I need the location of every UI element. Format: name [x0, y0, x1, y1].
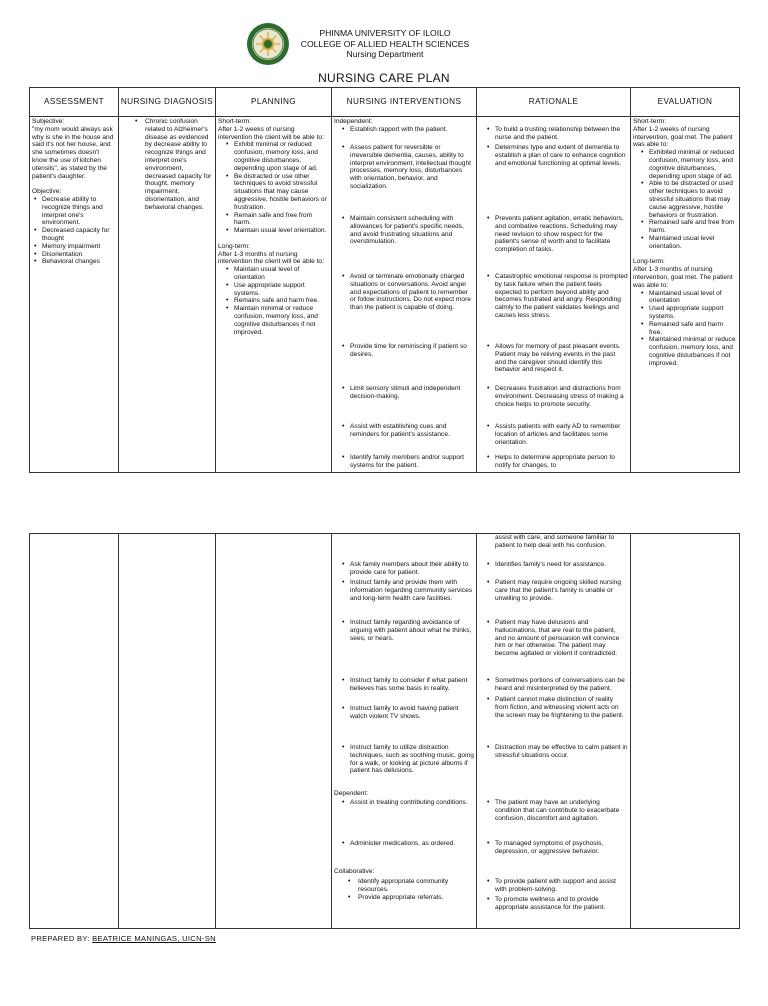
list-item: • Sometimes portions of conversations can be heard and misinterpreted by the patient. [479, 677, 628, 693]
list-item: • Limit sensory stimuli and independent decision-making. [334, 385, 474, 401]
department-name: Nursing Department [346, 49, 424, 59]
eval-short-term-list [633, 149, 737, 250]
list-item: • Administer medications, as ordered. [334, 840, 474, 848]
list-item: • Assists patients with early AD to remember location of articles and facilitates some orientation. [479, 423, 628, 446]
care-plan-table-page1 [29, 87, 740, 473]
prepared-by-name: BEATRICE MANINGAS, UICN-SN [92, 934, 216, 943]
list-item: • Instruct family regarding avoidance of arguing with patient about what he thinks, sees, or hears. [334, 619, 474, 642]
institution-block [270, 28, 500, 60]
long-term-intro: After 1-3 months of nursing intervention the client will be able to: [218, 250, 324, 266]
list-item: • To build a trusting relationship between the nurse and the patient. [479, 126, 628, 142]
col-header-assessment: ASSESSMENT [30, 88, 119, 117]
rationale-item-2 [479, 144, 628, 167]
list-item: • Maintain usual level orientation. [218, 227, 329, 235]
list-item: • Maintained usual level of orientation [633, 290, 737, 306]
list-item: • Used appropriate support systems. [633, 305, 737, 321]
short-term-label: Short-term: [218, 118, 251, 125]
subjective-label: Subjective: [32, 118, 65, 125]
intervention-item-7 [334, 423, 474, 439]
list-item: • Remained safe and free from harm. [633, 219, 737, 235]
evaluation-cell-cont [631, 534, 740, 929]
list-item: • Exhibit minimal or reduced confusion, memory loss, and cognitive disturbances, depending upon stage of ad. [218, 141, 329, 172]
list-item: • Use appropriate support systems. [218, 282, 329, 298]
rationale-continued-text: assist with care, and someone familiar to patient to help deal with his confusion. [495, 534, 615, 549]
list-item: • Behavioral changes [32, 258, 116, 266]
list-item: • Be distracted or use other techniques to avoid stressful situations that may cause aggressive, hostile behaviors or frustration. [218, 173, 329, 212]
intervention-item-4 [334, 273, 474, 312]
independent-label: Independent: [334, 118, 373, 125]
interventions-cell [332, 117, 477, 473]
dependent-item-1 [334, 799, 474, 807]
list-item: • Decrease ability to recognize things and interpret one's environment. [32, 196, 116, 227]
list-item: • Provide appropriate referrals. [334, 894, 474, 902]
assessment-cell [30, 117, 119, 473]
rationale-item-8 [479, 454, 628, 470]
eval-long-term-intro: After 1-3 months of nursing intervention, goal met. The patient was able to: [633, 266, 733, 289]
collaborative-list [334, 878, 474, 901]
rationale-item-5 [479, 343, 628, 374]
rationale-cell [477, 117, 631, 473]
col-header-evaluation: EVALUATION [631, 88, 740, 117]
rationale-item-11 [479, 619, 628, 658]
intervention-item-5 [334, 343, 474, 359]
college-name: COLLEGE OF ALLIED HEALTH SCIENCES [300, 38, 470, 49]
intervention-item-14 [334, 744, 474, 775]
list-item: • Distraction may be effective to calm patient in stressful situations occur. [479, 744, 628, 760]
evaluation-cell [631, 117, 740, 473]
list-item: • Remain safe and free from harm. [218, 212, 329, 228]
long-term-goals [218, 266, 329, 336]
planning-cell [216, 117, 332, 473]
list-item: • Maintain minimal or reduce confusion, memory loss, and cognitive disturbances if not improved. [218, 305, 329, 336]
diagnosis-cell [119, 117, 216, 473]
list-item: • Instruct family and provide them with information regarding community services and long-term health care facilities. [334, 579, 474, 602]
list-item: • Assist in treating contributing conditions. [334, 799, 474, 807]
assessment-cell-cont [30, 534, 119, 929]
intervention-item-11 [334, 619, 474, 642]
rationale-item-1 [479, 126, 628, 142]
intervention-item-3 [334, 215, 474, 246]
list-item: • Identify appropriate community resources. [334, 878, 474, 894]
rationale-item-17 [479, 878, 628, 894]
page-title: NURSING CARE PLAN [318, 71, 450, 85]
document-header [0, 22, 768, 70]
list-item: • Provide time for reminiscing if patient so desires. [334, 343, 474, 359]
col-header-rationale: RATIONALE [477, 88, 631, 117]
col-header-interventions: NURSING INTERVENTIONS [332, 88, 477, 117]
rationale-item-15 [479, 799, 628, 822]
intervention-item-10 [334, 579, 474, 602]
prepared-by-label: PREPARED BY: [31, 934, 90, 943]
list-item: • Identify family members and/or support systems for the patient. [334, 454, 474, 470]
rationale-item-16 [479, 840, 628, 856]
list-item: • Decreases frustration and distractions from environment. Decreasing stress of making a choice helps to promote security. [479, 385, 628, 408]
list-item: • Memory impairment [32, 243, 116, 251]
rationale-item-4 [479, 273, 628, 320]
rationale-item-6 [479, 385, 628, 408]
list-item: • Patient cannot make distinction of reality from fiction, and witnessing violent acts on the screen may be frightening to the patient. [479, 696, 628, 719]
rationale-item-12 [479, 677, 628, 693]
list-item: • Allows for memory of past pleasant events. Patient may be reliving events in the past and the caregiver should identify this behavior and respect it. [479, 343, 628, 374]
list-item: • Patient may require ongoing skilled nursing care that the patient's family is unable or unwilling to provide. [479, 579, 628, 602]
list-item: • To promote wellness and to provide appropriate assistance for the patient. [479, 896, 628, 912]
list-item: • Able to be distracted or used other techniques to avoid stressful situations that may cause aggressive, hostile behaviors or frustration. [633, 180, 737, 219]
list-item: • Catastrophic emotional response is prompted by task failure when the patient feels expected to perform beyond ability and becomes frustrated and angry. Responding calmly to the patient validates feelings and causes less stress. [479, 273, 628, 320]
interventions-cell-cont [332, 534, 477, 929]
prepared-by [31, 934, 216, 943]
intervention-item-8 [334, 454, 474, 470]
rationale-item-18 [479, 896, 628, 912]
list-item: • Prevents patient agitation, erratic behaviors, and combative reactions. Scheduling may need revision to show respect for the patient's sense of worth and to facilitate completion of tasks. [479, 215, 628, 254]
rationale-item-3 [479, 215, 628, 254]
planning-cell-cont [216, 534, 332, 929]
eval-short-term-intro: After 1-2 weeks of nursing intervention, goal met. The patient was able to: [633, 125, 733, 149]
subjective-text: "my mom would always ask why is she in the house and said it's not her house, and she sometimes doesn't know the use of kitchen utensils", as stated by the patient's daughter. [32, 125, 114, 180]
intervention-item-13 [334, 705, 474, 721]
short-term-goals [218, 141, 329, 235]
list-item: • Exhibited minimal or reduced confusion, memory loss, and cognitive disturbances, depending upon stage of ad. [633, 149, 737, 180]
rationale-item-7 [479, 423, 628, 446]
list-item: • To provide patient with support and assist with problem-solving. [479, 878, 628, 894]
rationale-item-9 [479, 561, 628, 569]
list-item: • Decreased capacity for thought [32, 227, 116, 243]
list-item: • Maintained minimal or reduce confusion, memory loss, and cognitive disturbances if not improved. [633, 336, 737, 367]
rationale-item-13 [479, 696, 628, 719]
eval-long-term-label: Long-term: [633, 258, 665, 266]
short-term-intro: After 1-2 weeks of nursing intervention the client will be able to: [218, 125, 324, 141]
objective-label: Objective: [32, 188, 62, 196]
objective-list [32, 196, 116, 266]
list-item: • Determines type and extent of dementia to establish a plan of care to enhance cognition and emotional functioning at optimal levels. [479, 144, 628, 167]
list-item: • Instruct family to consider if what patient believes has some basis in reality. [334, 677, 474, 693]
col-header-planning: PLANNING [216, 88, 332, 117]
list-item: • The patient may have an underlying condition that can contribute to exacerbate confusion, discomfort and agitation. [479, 799, 628, 822]
intervention-item-6 [334, 385, 474, 401]
list-item: • Avoid or terminate emotionally charged situations or conversations. Avoid anger and expectations of patient to remember or follow instructions. Do not expect more than the patient is capable of doing. [334, 273, 474, 312]
list-item: • Ask family members about their ability to provide care for patient. [334, 561, 474, 577]
list-item: • Helps to determine appropriate person to notify for changes, to [479, 454, 628, 470]
rationale-item-14 [479, 744, 628, 760]
list-item: • Chronic confusion related to Alzheimer's disease as evidenced by decrease ability to recognize things and interpret one's environment, decreased capacity for thought, memory impairment, disorientation, and behavioral changes. [121, 118, 213, 212]
list-item: • Disorientation [32, 251, 116, 259]
list-item: • Remained safe and harm free. [633, 321, 737, 337]
intervention-item-12 [334, 677, 474, 693]
list-item: • Maintain consistent scheduling with allowances for patient's specific needs, and avoid frustrating situations and overstimulation. [334, 215, 474, 246]
list-item: • Remains safe and harm free. [218, 297, 329, 305]
dependent-item-2 [334, 840, 474, 848]
university-name: PHINMA UNIVERSITY OF ILOILO [319, 28, 451, 38]
long-term-label: Long-term: [218, 242, 250, 250]
rationale-cell-cont [477, 534, 631, 929]
list-item: • Assess patient for reversible or irreversible dementia, causes, ability to interpret environment, intellectual thought processes, memory loss, disturbances with orientation, behavior, and socialization. [334, 144, 474, 191]
list-item: • Instruct family to utilize distraction techniques, such as soothing music, going for a walk, or looking at picture albums if patient has delusions. [334, 744, 474, 775]
diagnosis-list [121, 118, 213, 212]
list-item: • Establish rapport with the patient. [334, 126, 474, 134]
list-item: • Assist with establishing cues and reminders for patient's assistance. [334, 423, 474, 439]
intervention-item-1 [334, 126, 474, 134]
list-item: • Maintained usual level orientation. [633, 235, 737, 251]
collaborative-label: Collaborative: [334, 868, 375, 875]
intervention-item-9 [334, 561, 474, 577]
eval-short-term-label: Short-term: [633, 118, 666, 125]
eval-long-term-list [633, 290, 737, 368]
list-item: • Patient may have delusions and hallucinations, that are real to the patient, and no amount of persuasion will convince him or her otherwise. The patient may become agitated or violent if contradicted. [479, 619, 628, 658]
rationale-item-10 [479, 579, 628, 602]
diagnosis-cell-cont [119, 534, 216, 929]
list-item: • Instruct family to avoid having patient watch violent TV shows. [334, 705, 474, 721]
intervention-item-2 [334, 144, 474, 191]
dependent-label: Dependent: [334, 790, 369, 797]
care-plan-table-page2 [29, 533, 740, 929]
list-item: • To managed symptoms of psychosis, depression, or aggressive behavior. [479, 840, 628, 856]
col-header-diagnosis: NURSING DIAGNOSIS [119, 88, 216, 117]
list-item: • Identifies family's need for assistance. [479, 561, 628, 569]
list-item: • Maintain usual level of orientation [218, 266, 329, 282]
